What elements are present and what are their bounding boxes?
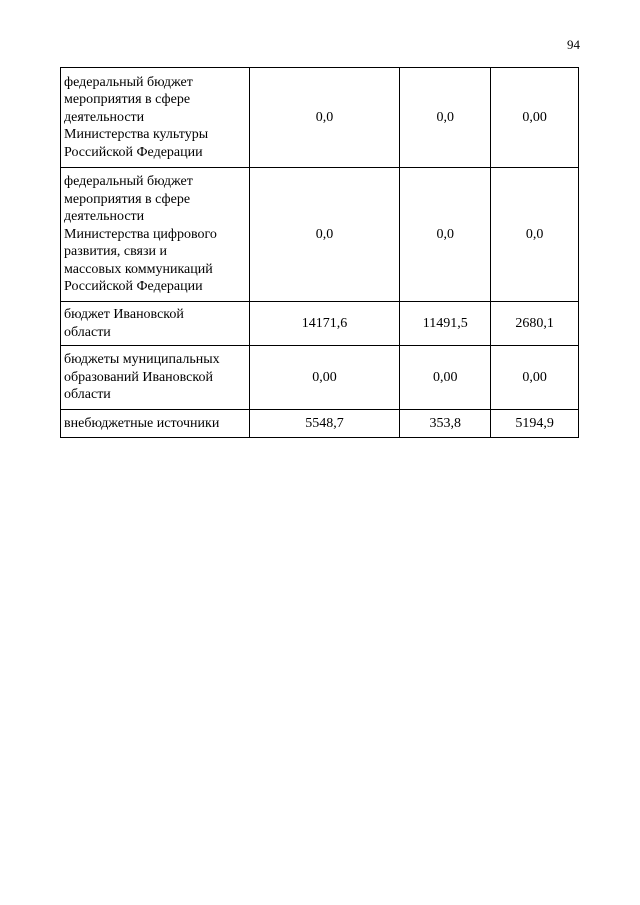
value-cell: 0,00	[491, 68, 579, 168]
value-cell: 0,0	[249, 68, 400, 168]
value-cell: 0,00	[491, 346, 579, 410]
table-row	[61, 302, 579, 346]
funding-source-label: федеральный бюджет мероприятия в сфере деятельности Министерства цифрового развития, связи и массовых коммуникаций Российской Федерации	[61, 168, 250, 302]
table-row	[61, 168, 579, 302]
funding-source-label: внебюджетные источники	[61, 410, 250, 438]
value-cell: 14171,6	[249, 302, 400, 346]
value-cell: 0,00	[400, 346, 491, 410]
funding-table	[60, 67, 579, 438]
funding-source-label: федеральный бюджет мероприятия в сфере деятельности Министерства культуры Российской Федерации	[61, 68, 250, 168]
value-cell: 11491,5	[400, 302, 491, 346]
table-row	[61, 410, 579, 438]
value-cell: 0,0	[400, 168, 491, 302]
value-cell: 0,00	[249, 346, 400, 410]
table-row	[61, 346, 579, 410]
value-cell: 2680,1	[491, 302, 579, 346]
page-number: 94	[567, 37, 580, 52]
value-cell: 5548,7	[249, 410, 400, 438]
value-cell: 0,0	[249, 168, 400, 302]
value-cell: 0,0	[491, 168, 579, 302]
table-row	[61, 68, 579, 168]
value-cell: 353,8	[400, 410, 491, 438]
funding-source-label: бюджеты муниципальных образований Ивановской области	[61, 346, 250, 410]
funding-source-label: бюджет Ивановской области	[61, 302, 250, 346]
value-cell: 5194,9	[491, 410, 579, 438]
value-cell: 0,0	[400, 68, 491, 168]
